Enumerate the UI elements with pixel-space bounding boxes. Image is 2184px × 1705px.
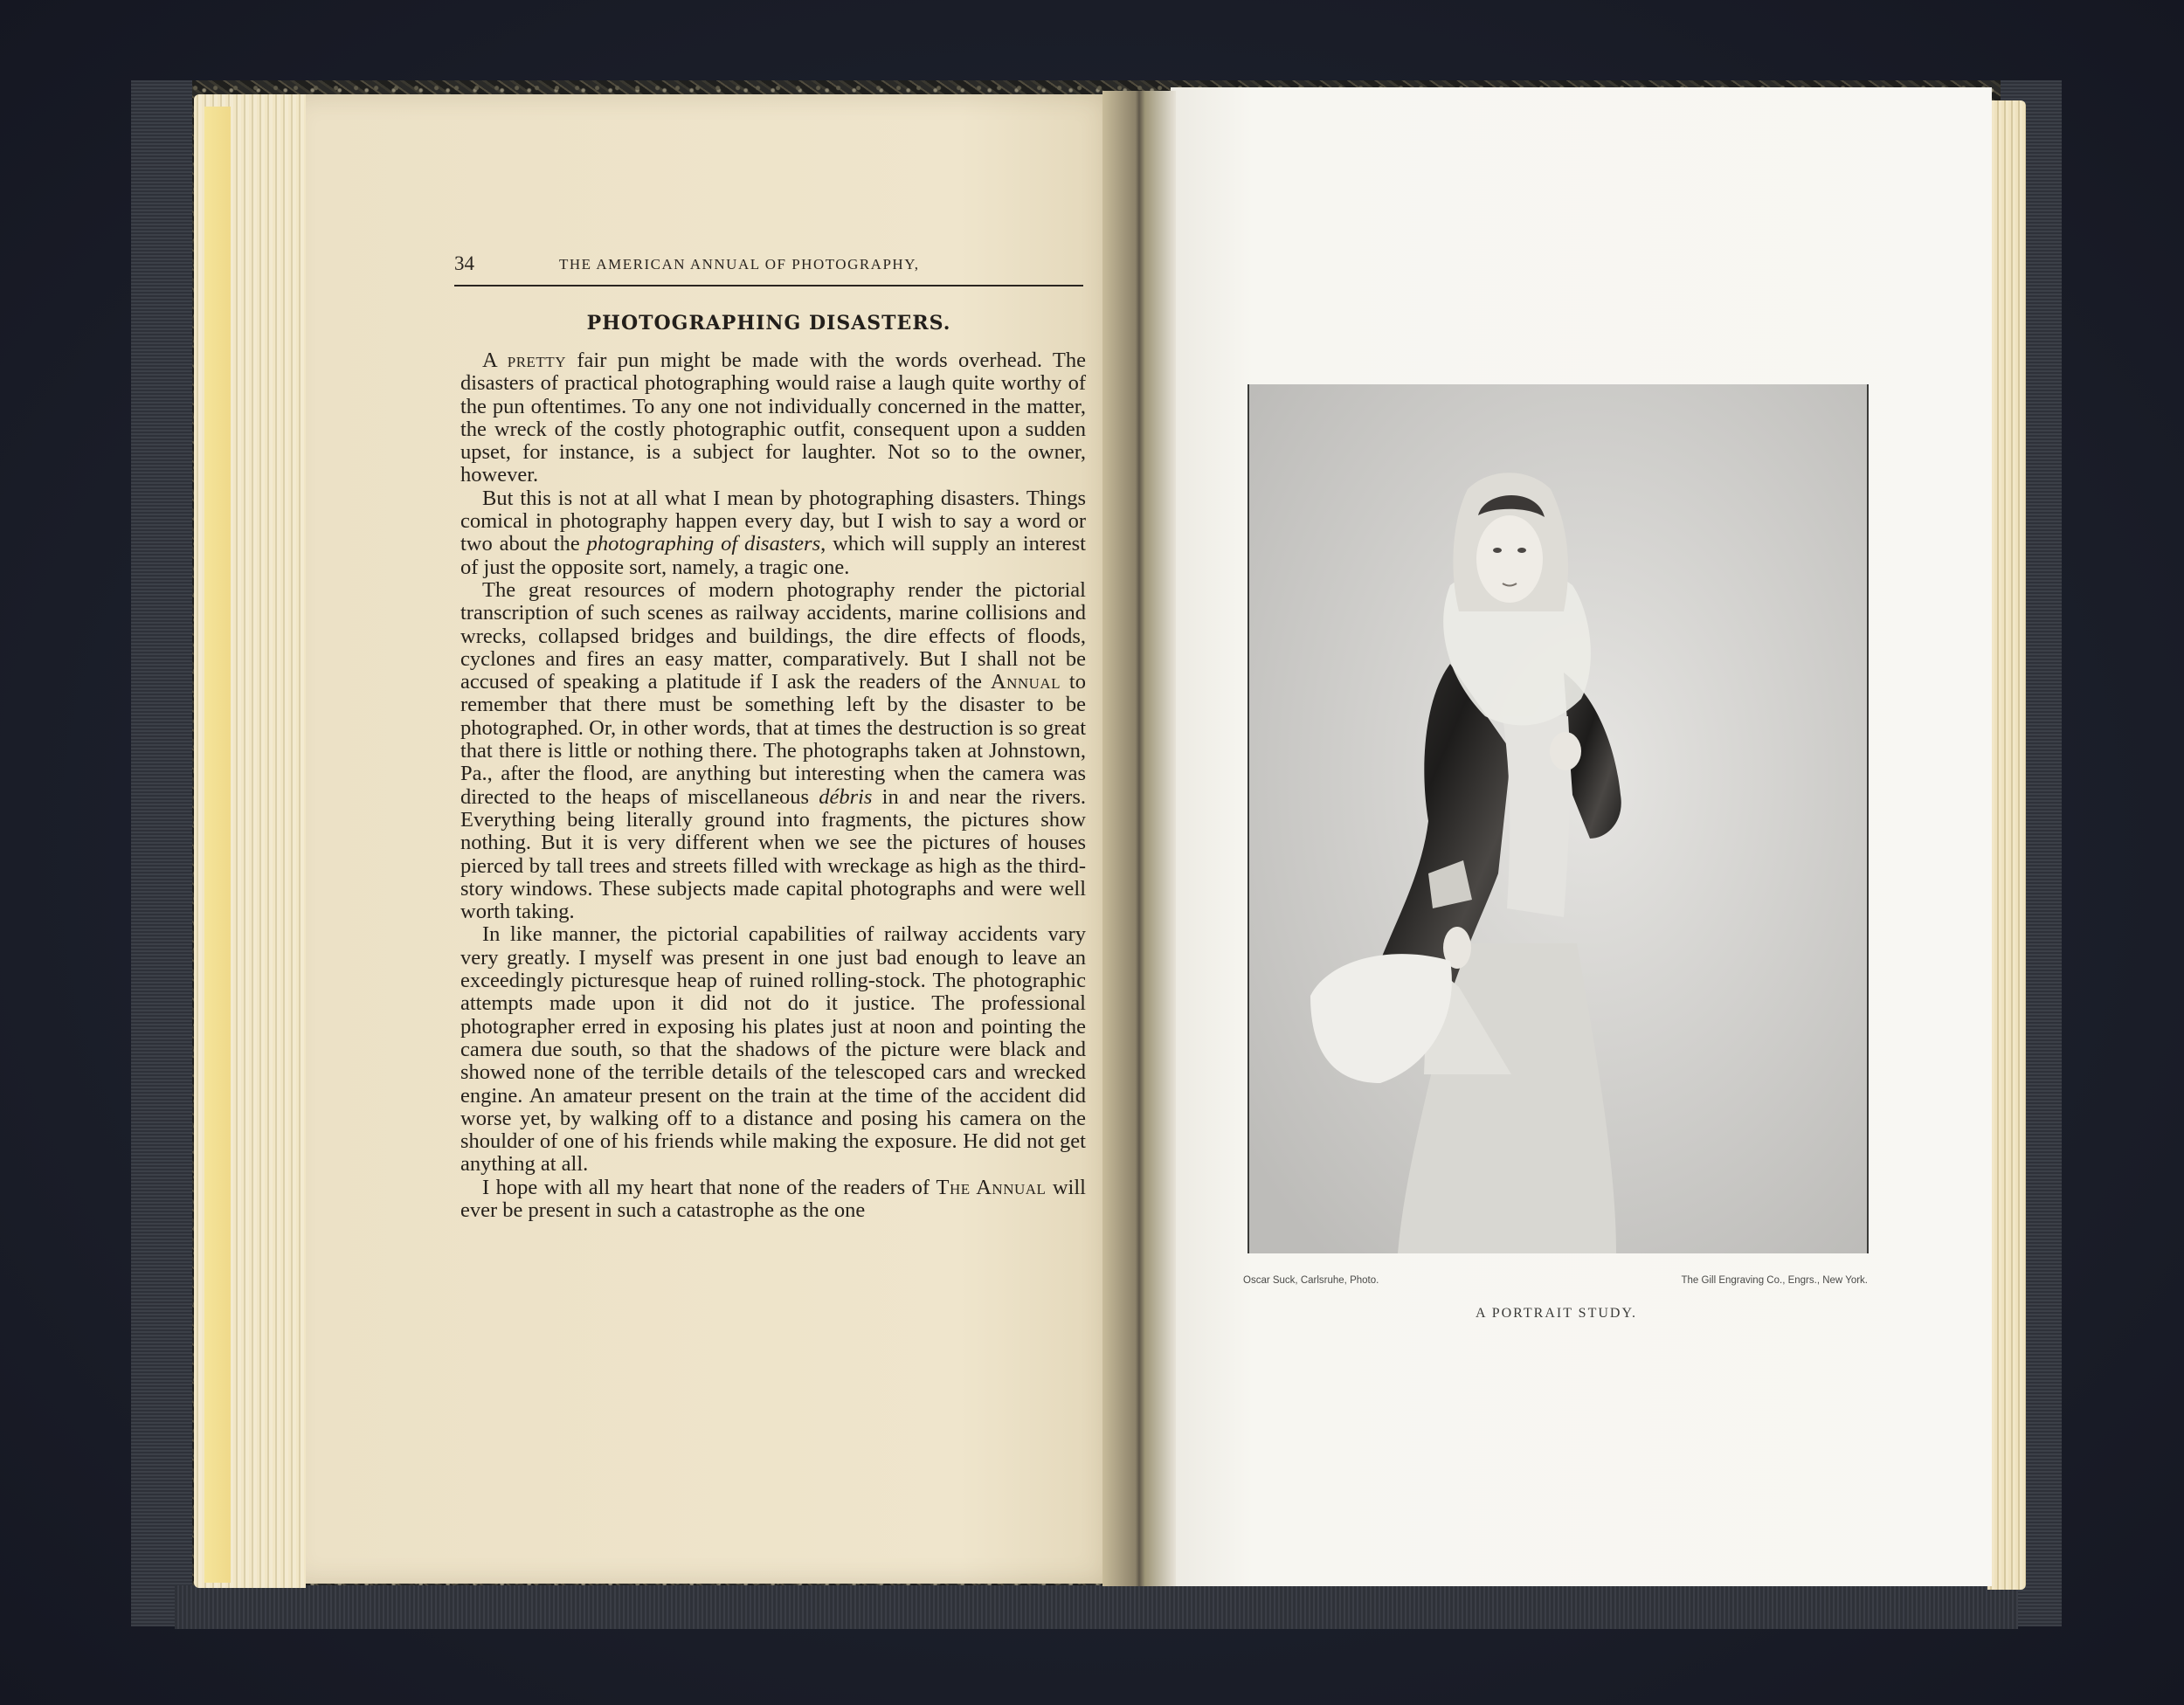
paragraph-1-smallcaps: pretty: [507, 349, 566, 372]
book-spine-cloth-left: [131, 80, 192, 1626]
paragraph-1-lead: A: [482, 349, 508, 372]
running-head: [454, 249, 1083, 280]
book-gutter: [1102, 91, 1176, 1586]
portrait-plate: [1248, 384, 1869, 1253]
paragraph-1-text: fair pun might be made with the words overhead. The disasters of practical photographing would raise a laugh quite worthy of the pun oftentimes. To any one not individually concerned in the matter, the wreck of the costly photographic outfit, consequent upon a sudden upset, for instance, is a subject for laughter. Not so to the owner, however.: [460, 349, 1087, 487]
page-number: 34: [454, 252, 474, 274]
paragraph-4-text: In like manner, the pictorial capabilities of railway accidents vary very greatly. I myself was present in one just bad enough to leave an exceedingly picturesque heap of ruined rolling-stock. The photographic attempts made upon it did not do it justice. The professional photographer erred in exposing his plates just at noon and pointing the camera due south, so that the shadows of the picture were black and showed none of the terrible details of the telescoped cars and wrecked engine. An amateur present on the train at the time of the accident did worse yet, by walking off to a distance and posing his camera on the shoulder of one of his friends while making the exposure. He did not get anything at all.: [460, 922, 1086, 1177]
photo-credit: Oscar Suck, Carlsruhe, Photo.: [1243, 1275, 1379, 1286]
paragraph-2-post: , which will supply an interest of just the opposite sort, namely, a tragic one.: [460, 532, 1086, 579]
paragraph-2: [460, 487, 1086, 579]
paragraph-5-post: will ever be present in such a catastrophe as the one: [460, 1175, 1086, 1222]
paragraph-5-smallcaps: The Annual: [936, 1175, 1047, 1199]
paragraph-1: [460, 349, 1086, 487]
article-title: PHOTOGRAPHING DISASTERS.: [586, 312, 951, 335]
paragraph-3: [460, 579, 1086, 923]
paragraph-3-smallcaps: Annual: [990, 670, 1061, 694]
paragraph-2-italic: photographing of disasters: [586, 532, 821, 556]
paragraph-4: [460, 923, 1086, 1176]
paragraph-5-pre: I hope with all my heart that none of the readers of: [482, 1175, 936, 1199]
book-cloth-bottom: [175, 1585, 2018, 1629]
portrait-photo: [1249, 384, 1867, 1253]
paragraph-3-post: in and near the rivers. Everything being literally ground into fragments, the pictures show nothing. But it is very different when we see the pictures of houses pierced by tall trees and streets filled with wreckage as high as the third-story windows. These subjects made capital photographs and were well worth taking.: [460, 784, 1086, 924]
paragraph-3-italic: débris: [819, 784, 873, 809]
paragraph-3-pre: The great resources of modern photography render the pictorial transcription of such scenes as railway accidents, marine collisions and wrecks, collapsed bridges and buildings, the dire effects of floods, cyclones and fires an easy matter, comparatively. But I shall not be accused of speaking a platitude if I ask the readers of the: [460, 577, 1086, 694]
paragraph-5: [460, 1177, 1086, 1223]
running-head-title: THE AMERICAN ANNUAL OF PHOTOGRAPHY,: [559, 256, 920, 273]
page-edges-left-yellow: [204, 107, 231, 1583]
paragraph-3-mid: to remember that there must be something left by the disaster to be photographed. Or, in other words, that at times the destruction is so great that there is little or nothing there. The photographs taken at Johnstown, Pa., after the flood, are anything but interesting when the camera was directed to the heaps of miscellaneous: [460, 670, 1086, 809]
article-body: [460, 349, 1086, 1222]
page-edges-right: [1987, 100, 2026, 1590]
header-rule: [454, 285, 1083, 286]
plate-caption: A PORTRAIT STUDY.: [1476, 1306, 1637, 1321]
engraver-credit: The Gill Engraving Co., Engrs., New York.: [1681, 1275, 1868, 1286]
paragraph-2-pre: But this is not at all what I mean by photographing disasters. Things comical in photography happen every day, but I wish to say a word or two about the: [460, 486, 1086, 556]
